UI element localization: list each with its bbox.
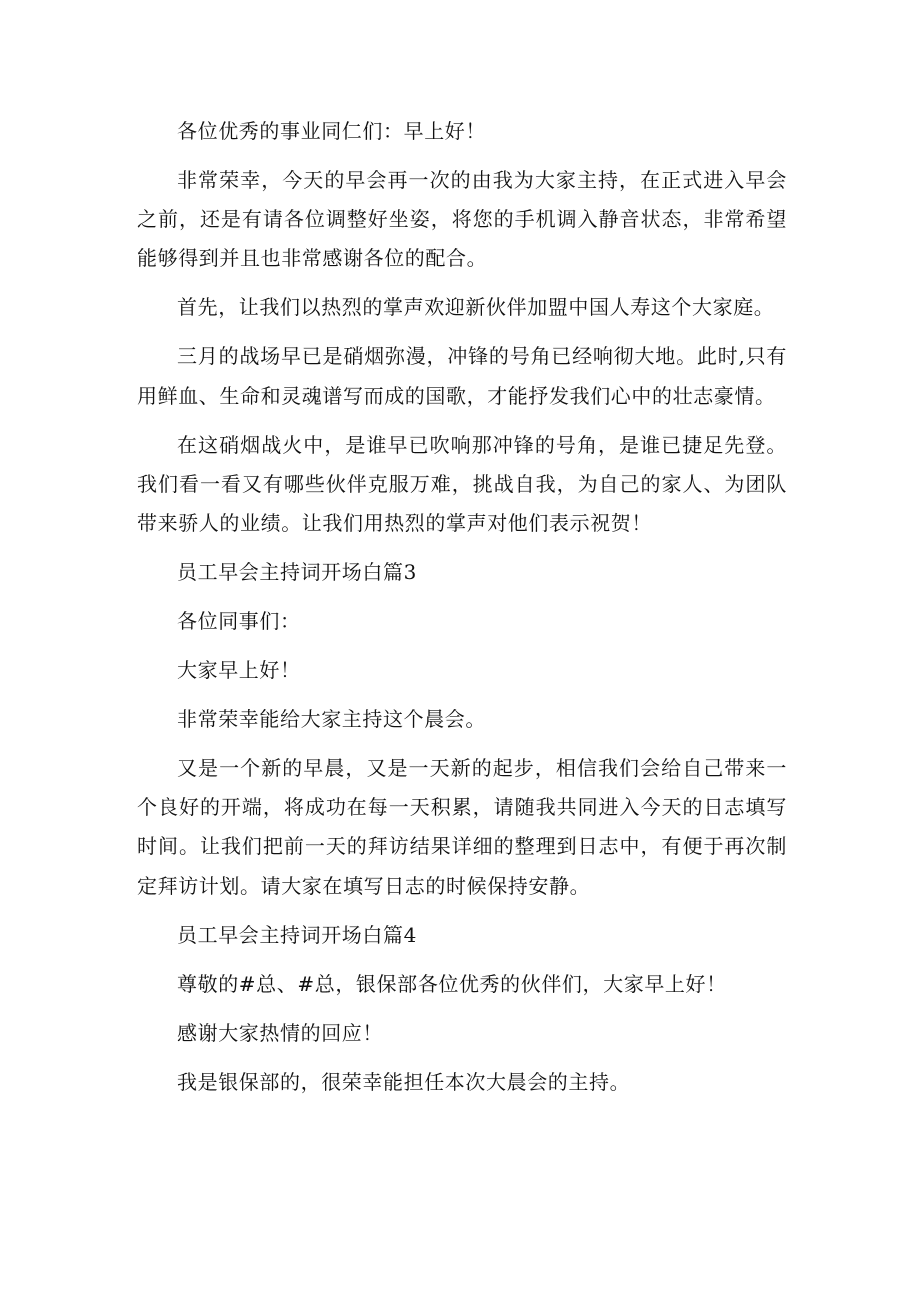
section-heading-3: 员工早会主持词开场白篇3 bbox=[177, 560, 417, 585]
paragraph-host-intro: 我是银保部的，很荣幸能担任本次大晨会的主持。 bbox=[177, 1069, 631, 1094]
paragraph-respected: 尊敬的#总、#总，银保部各位优秀的伙伴们，大家早上好！ bbox=[177, 971, 727, 996]
paragraph-good-morning: 大家早上好！ bbox=[177, 658, 301, 683]
document-body bbox=[137, 112, 787, 1112]
paragraph-greeting: 各位优秀的事业同仁们：早上好！ bbox=[177, 119, 486, 143]
paragraph-congrats: 在这硝烟战火中，是谁早已吹响那冲锋的号角，是谁已捷足先登。我们看一看又有哪些伙伴克服万难，挑战自我，为自己的家人、为团队带来骄人的业绩。让我们用热烈的掌声对他们表示祝贺！ bbox=[137, 432, 787, 536]
paragraph-new-morning: 又是一个新的早晨，又是一天新的起步，相信我们会给自己带来一个良好的开端，将成功在每一天积累，请随我共同进入今天的日志填写时间。让我们把前一天的拜访结果详细的整理到日志中，有便于再次制定拜访计划。请大家在填写日志的时候保持安静。 bbox=[137, 756, 787, 898]
paragraph-welcome: 首先，让我们以热烈的掌声欢迎新伙伴加盟中国人寿这个大家庭。 bbox=[177, 295, 775, 320]
paragraph-opening: 非常荣幸，今天的早会再一次的由我为大家主持，在正式进入早会之前，还是有请各位调整好坐姿，将您的手机调入静音状态，非常希望能够得到并且也非常感谢各位的配合。 bbox=[137, 168, 787, 271]
paragraph-thanks: 感谢大家热情的回应！ bbox=[177, 1020, 383, 1045]
paragraph-march: 三月的战场早已是硝烟弥漫，冲锋的号角已经响彻大地。此时,只有用鲜血、生命和灵魂谱写而成的国歌，才能抒发我们心中的壮志豪情。 bbox=[137, 344, 787, 408]
paragraph-colleagues: 各位同事们： bbox=[177, 609, 301, 634]
paragraph-honored: 非常荣幸能给大家主持这个晨会。 bbox=[177, 707, 486, 732]
section-heading-4: 员工早会主持词开场白篇4 bbox=[177, 922, 417, 947]
